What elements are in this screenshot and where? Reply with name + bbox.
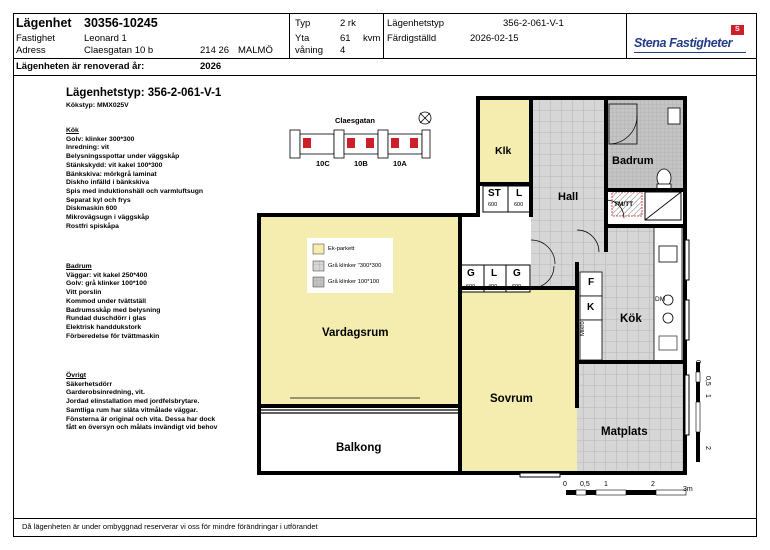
scale-label: 3m	[683, 486, 693, 493]
legend-swatch-parkett	[313, 244, 324, 254]
dm-label: DM	[655, 296, 666, 303]
key-plan-entrance: 10C	[316, 159, 330, 168]
logo-text: Stena Fastigheter	[634, 36, 733, 50]
lagenhetstyp-label: Lägenhetstyp	[387, 18, 445, 29]
wardrobe-size: 600	[466, 284, 476, 290]
room-label-kok: Kök	[620, 313, 642, 325]
room-label-sovrum: Sovrum	[490, 393, 533, 405]
spec-line: Rundad duschdörr i glas	[66, 315, 147, 323]
wardrobe-label: L	[516, 188, 523, 199]
wardrobe-size: 600	[512, 284, 522, 290]
klk-floor	[478, 100, 531, 184]
renoverad-value: 2026	[200, 61, 222, 72]
wardrobe-size: 400	[488, 284, 498, 290]
scale-bar-horizontal	[566, 490, 686, 495]
wardrobe-size: 600	[514, 202, 524, 208]
spec-line: Rostfri spiskåpa	[66, 222, 119, 230]
fardigstalld-label: Färdigställd	[387, 33, 437, 44]
spec-line: Golv: klinker 300*300	[66, 135, 135, 143]
spec-line: Förberedelse för tvättmaskin	[66, 332, 160, 340]
scale-label: 1	[704, 394, 711, 398]
spec-line: Väggar: vit kakel 250*400	[66, 271, 148, 279]
spec-line: Elektrisk handdukstork	[66, 323, 142, 331]
legend-label: Grå klinker "300*300	[328, 263, 382, 269]
wardrobe-label: G	[513, 268, 521, 279]
spec-line: Fönsterna är original och vita. Dessa har dock	[66, 415, 216, 423]
room-label-balkong: Balkong	[336, 442, 382, 454]
kitchen-unit-label: K	[587, 302, 595, 313]
adress-label: Adress	[16, 45, 46, 56]
spec-line: Stänkskydd: vit kakel 100*300	[66, 161, 163, 169]
spec-line: Separat kyl och frys	[66, 196, 131, 204]
spec-heading: Övrigt	[66, 372, 87, 379]
spec-line: Diskho infälld i bänkskiva	[66, 179, 150, 187]
flag-letter: S	[735, 26, 740, 33]
room-label-klk: Klk	[495, 145, 512, 157]
typ-label: Typ	[295, 18, 311, 29]
spec-line: Mikrovägsugn i väggskåp	[66, 214, 150, 222]
spec-line: Belysningsspottar under väggskåp	[66, 153, 180, 161]
key-plan-entrance: 10A	[393, 159, 407, 168]
spec-line: Säkerhetsdörr	[66, 380, 113, 388]
fardigstalld-value: 2026-02-15	[470, 33, 519, 44]
spec-line: Samtliga rum har släta vitmålade väggar.	[66, 406, 198, 414]
wardrobe-label: L	[491, 268, 498, 279]
adress-value: Claesgatan 10 b	[84, 45, 154, 56]
spec-heading: Badrum	[66, 263, 92, 270]
key-plan-street: Claesgatan	[335, 116, 376, 125]
fastighet-value: Leonard 1	[84, 33, 127, 44]
yta-unit: kvm	[363, 33, 381, 44]
scale-label: 2	[651, 481, 655, 488]
sovrum-floor	[460, 288, 577, 473]
balkong-floor	[261, 406, 460, 473]
legend-label: Ek-parkett	[328, 246, 355, 252]
room-label-tmtt: TM/TT	[614, 201, 634, 208]
spec-line: Jordad elinstallation med jordfelsbrytare.	[66, 398, 200, 406]
spec-line: Garderobsinredning, vit.	[66, 389, 145, 397]
scale-bar-vertical	[696, 362, 700, 462]
spec-line: fått en översyn och målats invändigt vid behov	[66, 424, 218, 432]
lagenhet-label: Lägenhet	[16, 16, 72, 30]
spec-line: Badrumsskåp med belysning	[66, 306, 161, 314]
ort: MALMÖ	[238, 45, 273, 56]
fastighet-label: Fastighet	[16, 33, 56, 44]
wardrobe-label: G	[467, 268, 475, 279]
vaning-value: 4	[340, 45, 346, 56]
plan-title: Lägenhetstyp: 356-2-061-V-1	[66, 87, 222, 99]
postnummer: 214 26	[200, 45, 230, 56]
lagenhetstyp-value: 356-2-061-V-1	[503, 18, 564, 29]
spec-line: Vitt porslin	[66, 289, 102, 297]
room-label-matplats: Matplats	[601, 426, 648, 438]
yta-label: Yta	[295, 33, 310, 44]
kitchen-unit-label: F	[588, 277, 595, 288]
sink-icon	[668, 108, 680, 124]
spec-line: Golv: grå klinker 100*100	[66, 280, 147, 288]
scale-label: 0	[563, 481, 567, 488]
footer-note: Då lägenheten är under ombyggnad reserverar vi oss för mindre förändringar i utförandet	[22, 522, 318, 531]
room-label-badrum: Badrum	[612, 155, 654, 167]
kokstyp: Kökstyp: MMX025V	[66, 102, 129, 109]
yta-value: 61	[340, 33, 351, 44]
typ-value: 2 rk	[340, 18, 356, 29]
spec-heading: Kök	[66, 127, 79, 134]
scale-label: 0,5	[704, 376, 711, 386]
legend-label: Grå klinker 100*100	[328, 279, 380, 285]
lagenhet-value: 30356-10245	[84, 16, 158, 30]
renoverad-label: Lägenheten är renoverad år:	[16, 61, 145, 72]
spec-line: Diskmaskin 600	[66, 205, 118, 213]
vaning-label: våning	[295, 45, 323, 56]
spec-line: Spis med induktionshäll och varmluftsugn	[66, 187, 204, 195]
spec-line: Kommod under tvättställ	[66, 297, 147, 305]
wardrobe-size: 600	[488, 202, 498, 208]
kitchen-unit-label: Mikro	[580, 321, 586, 336]
scale-label: 0	[694, 360, 701, 364]
spec-line: Bänkskiva: mörkgrå laminat	[66, 170, 157, 178]
wardrobe-label: ST	[488, 188, 501, 199]
scale-label: 2	[704, 446, 711, 450]
key-plan-entrance: 10B	[354, 159, 368, 168]
compass-icon	[419, 112, 431, 124]
key-plan	[290, 130, 430, 158]
room-label-hall: Hall	[558, 191, 579, 203]
footer-divider	[13, 518, 757, 519]
legend-swatch-klinker-100	[313, 277, 324, 287]
scale-label: 0,5	[580, 481, 590, 488]
scale-label: 1	[604, 481, 608, 488]
room-label-vardagsrum: Vardagsrum	[322, 327, 389, 339]
spec-line: Inredning: vit	[66, 144, 110, 152]
legend-swatch-klinker-300	[313, 261, 324, 271]
